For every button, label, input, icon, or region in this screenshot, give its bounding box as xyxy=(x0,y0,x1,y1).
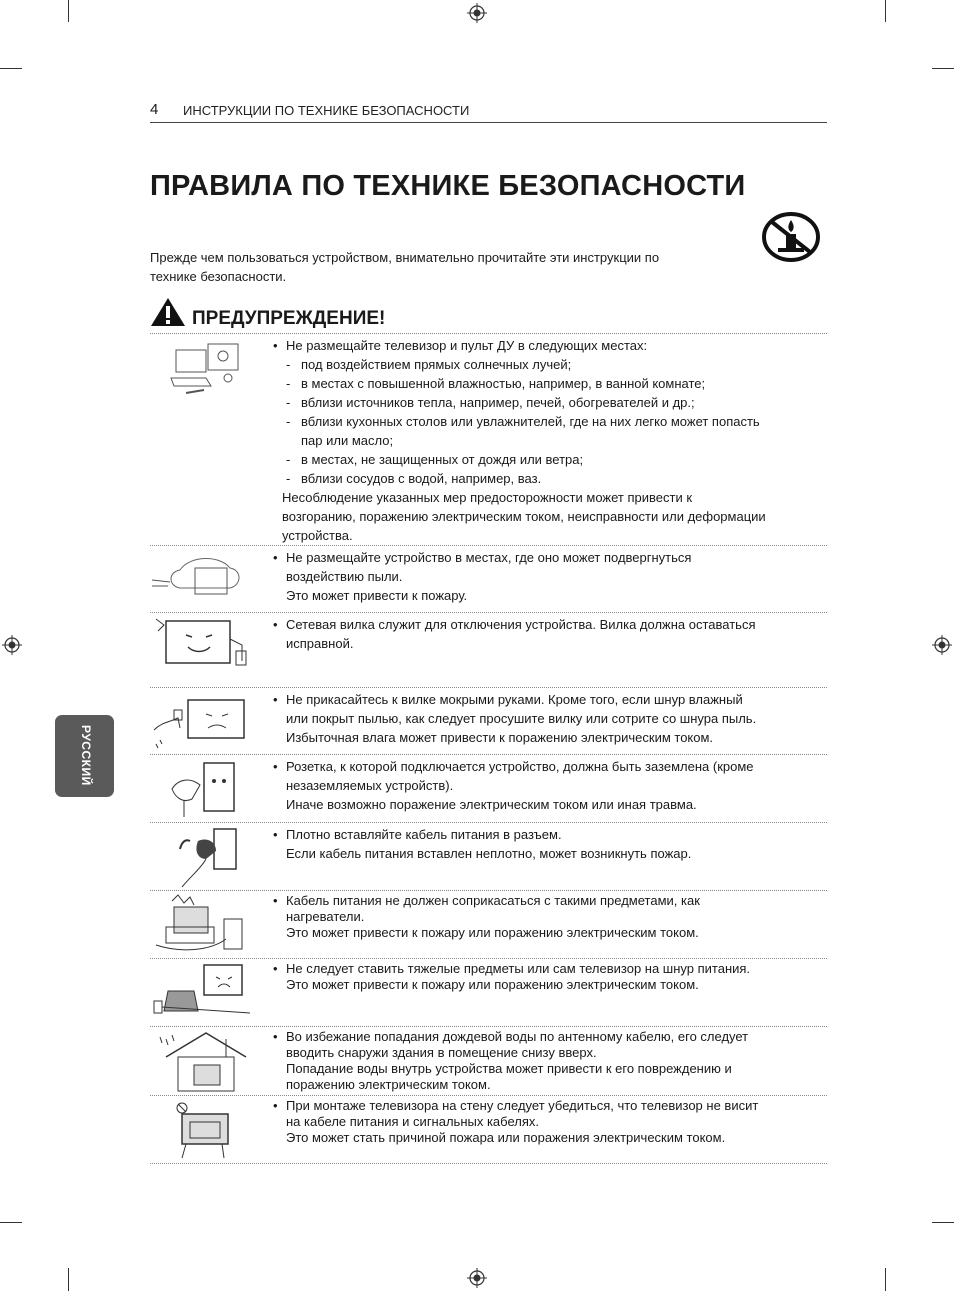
crop-mark xyxy=(885,0,886,22)
registration-mark-icon xyxy=(467,1268,487,1288)
heater-cable-illustration xyxy=(150,893,260,955)
registration-mark-icon xyxy=(467,3,487,23)
plug-illustration xyxy=(150,615,260,677)
warning-text: • Не прикасайтесь к вилке мокрыми руками. Кроме того, если шнур влажный или покрыт пылью, как следует просушите вилку или сотрите со шнура пыль. Избыточная влага может привести к поражению электрическим током. xyxy=(273,692,757,745)
wall-mount-illustration xyxy=(172,1100,282,1162)
warning-text: • Кабель питания не должен соприкасаться с такими предметами, как нагреватели. Это может привести к пожару или поражению электрическим током. xyxy=(273,893,700,940)
warning-text: • Не размещайте устройство в местах, где оно может подвергнуться воздействию пыли. Это может привести к пожару. xyxy=(273,550,692,603)
warning-item xyxy=(150,1096,827,1163)
warning-item xyxy=(150,959,827,1026)
warning-text: • Розетка, к которой подключается устройство, должна быть заземлена (кроме незаземляемых устройств). Иначе возможно поражение электрическим током или иная травма. xyxy=(273,759,754,812)
warning-item xyxy=(150,1027,827,1095)
registration-mark-icon xyxy=(2,635,22,655)
warning-item xyxy=(150,755,827,822)
header-rule xyxy=(150,122,827,123)
intro-text: Прежде чем пользоваться устройством, внимательно прочитайте эти инструкции по технике безопасности. xyxy=(150,250,660,284)
crop-mark xyxy=(68,1268,69,1291)
warning-item xyxy=(150,334,827,545)
crop-mark xyxy=(68,0,69,22)
warning-text: • Плотно вставляйте кабель питания в разъем. Если кабель питания вставлен неплотно, может возникнуть пожар. xyxy=(273,827,692,861)
crop-mark xyxy=(885,1268,886,1291)
warning-text: • Не размещайте телевизор и пульт ДУ в следующих местах: - под воздействием прямых солнечных лучей; - в местах с повышенной влажностью, например, в ванной комнате; - вблизи источников тепла, например, печей, обогревателей и др.; - вблизи кухонных столов или увлажнителей, где на них легко может попасть пар или масло; - в местах, не защищенных от дождя или ветра; - вблизи сосудов с водой, например, ваз. Несоблюдение указанных мер предосторожности может привести к возгоранию, поражению электрическим током, неисправности или деформации устройства. xyxy=(273,336,825,545)
warning-text: • При монтаже телевизора на стену следует убедиться, что телевизор не висит на кабеле питания и сигнальных кабелях. Это может стать причиной пожара или поражения электрическим током. xyxy=(273,1098,759,1145)
row-divider xyxy=(150,1163,827,1164)
warning-text: • Сетевая вилка служит для отключения устройства. Вилка должна оставаться исправной. xyxy=(273,617,756,651)
language-tab: РУССКИЙ xyxy=(55,715,114,797)
registration-mark-icon xyxy=(932,635,952,655)
page-title: ПРАВИЛА ПО ТЕХНИКЕ БЕЗОПАСНОСТИ xyxy=(150,170,746,202)
insert-plug-illustration xyxy=(172,825,282,889)
crop-mark xyxy=(0,1222,22,1223)
tv-sunlight-illustration xyxy=(166,338,276,400)
wet-hands-illustration xyxy=(150,692,260,750)
warning-text: • Не следует ставить тяжелые предметы или сам телевизор на шнур питания. Это может привести к пожару или поражению электрическим током. xyxy=(273,961,751,992)
warning-item xyxy=(150,823,827,890)
crop-mark xyxy=(932,1222,954,1223)
warning-item xyxy=(150,546,827,612)
crop-mark xyxy=(932,68,954,69)
running-header: ИНСТРУКЦИИ ПО ТЕХНИКЕ БЕЗОПАСНОСТИ xyxy=(183,103,470,118)
warning-item xyxy=(150,688,827,754)
warning-triangle-icon xyxy=(150,296,186,328)
crop-mark xyxy=(0,68,22,69)
no-open-flame-icon xyxy=(761,210,821,264)
heavy-object-illustration xyxy=(150,961,260,1025)
warning-heading: ПРЕДУПРЕЖДЕНИЕ! xyxy=(192,308,386,329)
grounded-outlet-illustration xyxy=(166,759,276,819)
antenna-rain-illustration xyxy=(156,1029,266,1093)
warning-text: • Во избежание попадания дождевой воды по антенному кабелю, его следует вводить снаружи здания в помещение снизу вверх. Попадание воды внутрь устройства может привести к его повреждению и поражению электрическим током. xyxy=(273,1029,749,1092)
warning-item xyxy=(150,891,827,958)
dust-illustration xyxy=(150,550,260,604)
warning-item xyxy=(150,613,827,687)
page-number: 4 xyxy=(150,101,159,118)
